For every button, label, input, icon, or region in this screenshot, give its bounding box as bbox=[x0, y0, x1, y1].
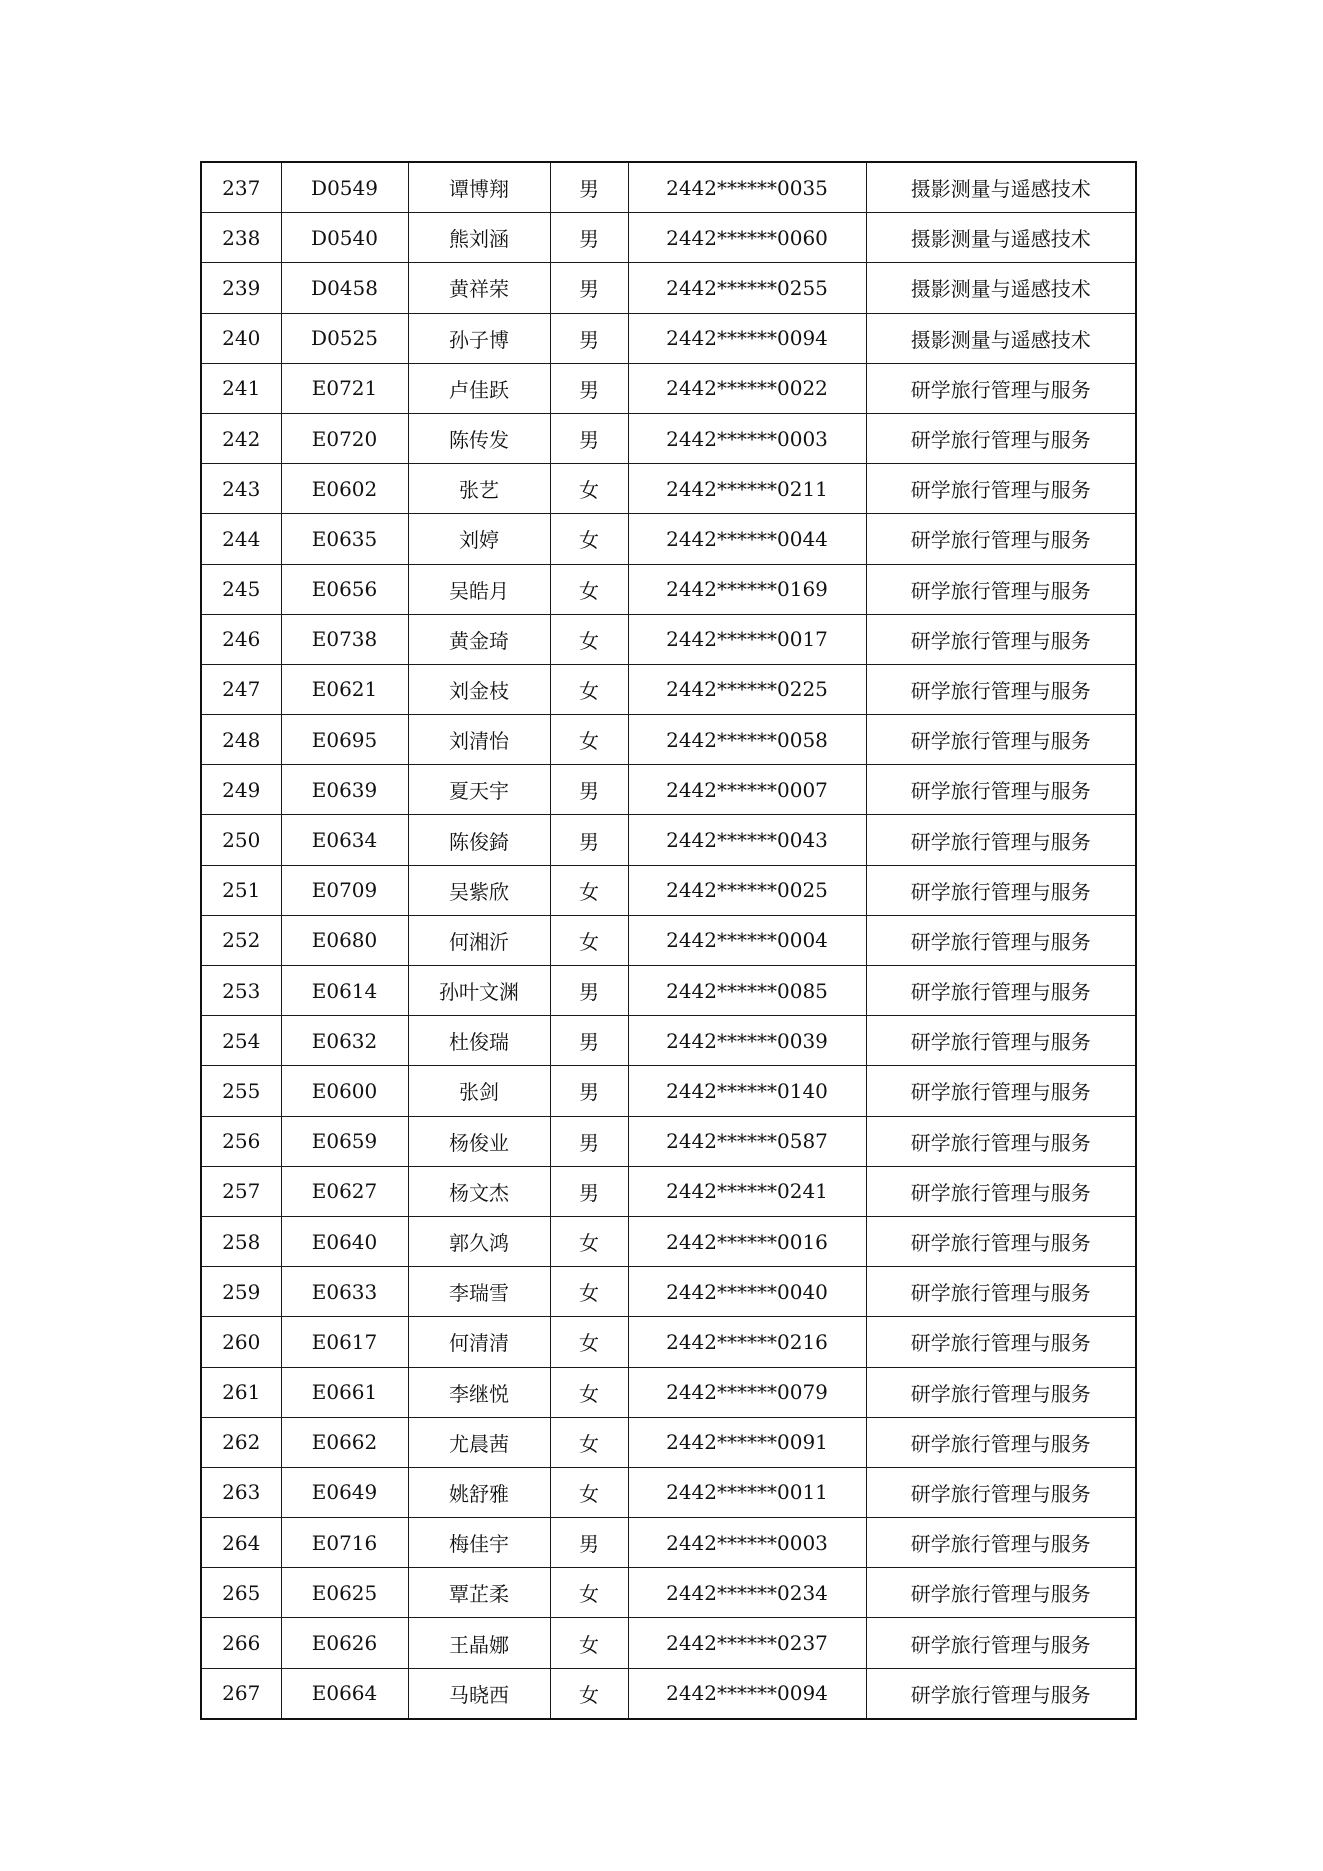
cell-major: 研学旅行管理与服务 bbox=[866, 1267, 1136, 1317]
cell-exam-number: E0617 bbox=[281, 1317, 408, 1367]
cell-student-name: 何清清 bbox=[408, 1317, 550, 1367]
cell-sequence-number: 243 bbox=[201, 464, 281, 514]
table-row bbox=[201, 564, 1136, 614]
cell-exam-number: E0614 bbox=[281, 966, 408, 1016]
cell-exam-number: E0659 bbox=[281, 1116, 408, 1166]
cell-sequence-number: 244 bbox=[201, 514, 281, 564]
cell-gender: 男 bbox=[550, 363, 628, 413]
cell-sequence-number: 241 bbox=[201, 363, 281, 413]
cell-major: 研学旅行管理与服务 bbox=[866, 363, 1136, 413]
cell-sequence-number: 258 bbox=[201, 1216, 281, 1266]
cell-student-name: 谭博翔 bbox=[408, 162, 550, 213]
cell-sequence-number: 252 bbox=[201, 915, 281, 965]
cell-gender: 女 bbox=[550, 564, 628, 614]
cell-exam-number: D0549 bbox=[281, 162, 408, 213]
cell-exam-number: E0632 bbox=[281, 1016, 408, 1066]
cell-sequence-number: 256 bbox=[201, 1116, 281, 1166]
cell-id-number: 2442******0017 bbox=[628, 614, 866, 664]
student-roster-table bbox=[200, 161, 1137, 1720]
cell-gender: 女 bbox=[550, 1618, 628, 1668]
cell-sequence-number: 267 bbox=[201, 1668, 281, 1719]
cell-student-name: 黄金琦 bbox=[408, 614, 550, 664]
table-row bbox=[201, 1367, 1136, 1417]
cell-student-name: 刘清怡 bbox=[408, 715, 550, 765]
cell-exam-number: E0662 bbox=[281, 1417, 408, 1467]
cell-id-number: 2442******0079 bbox=[628, 1367, 866, 1417]
cell-major: 研学旅行管理与服务 bbox=[866, 966, 1136, 1016]
cell-id-number: 2442******0039 bbox=[628, 1016, 866, 1066]
cell-id-number: 2442******0003 bbox=[628, 413, 866, 463]
cell-major: 摄影测量与遥感技术 bbox=[866, 313, 1136, 363]
cell-student-name: 熊刘涵 bbox=[408, 213, 550, 263]
cell-gender: 女 bbox=[550, 1568, 628, 1618]
cell-major: 研学旅行管理与服务 bbox=[866, 1016, 1136, 1066]
table-row bbox=[201, 464, 1136, 514]
cell-major: 研学旅行管理与服务 bbox=[866, 1216, 1136, 1266]
cell-id-number: 2442******0025 bbox=[628, 865, 866, 915]
cell-id-number: 2442******0060 bbox=[628, 213, 866, 263]
table-row bbox=[201, 915, 1136, 965]
cell-student-name: 张剑 bbox=[408, 1066, 550, 1116]
cell-id-number: 2442******0085 bbox=[628, 966, 866, 1016]
table-row bbox=[201, 413, 1136, 463]
table-row bbox=[201, 1618, 1136, 1668]
table-row bbox=[201, 263, 1136, 313]
cell-id-number: 2442******0169 bbox=[628, 564, 866, 614]
cell-gender: 女 bbox=[550, 514, 628, 564]
cell-sequence-number: 266 bbox=[201, 1618, 281, 1668]
cell-student-name: 李继悦 bbox=[408, 1367, 550, 1417]
roster-body bbox=[201, 162, 1136, 1719]
cell-gender: 女 bbox=[550, 614, 628, 664]
cell-student-name: 陈俊錡 bbox=[408, 815, 550, 865]
cell-student-name: 马晓西 bbox=[408, 1668, 550, 1719]
table-row bbox=[201, 966, 1136, 1016]
cell-sequence-number: 247 bbox=[201, 664, 281, 714]
cell-sequence-number: 255 bbox=[201, 1066, 281, 1116]
cell-student-name: 吴紫欣 bbox=[408, 865, 550, 915]
cell-gender: 女 bbox=[550, 1267, 628, 1317]
cell-sequence-number: 238 bbox=[201, 213, 281, 263]
cell-exam-number: E0716 bbox=[281, 1518, 408, 1568]
cell-exam-number: E0649 bbox=[281, 1467, 408, 1517]
table-row bbox=[201, 1116, 1136, 1166]
cell-exam-number: D0540 bbox=[281, 213, 408, 263]
cell-student-name: 姚舒雅 bbox=[408, 1467, 550, 1517]
cell-exam-number: E0680 bbox=[281, 915, 408, 965]
cell-student-name: 杨文杰 bbox=[408, 1166, 550, 1216]
table-row bbox=[201, 514, 1136, 564]
cell-id-number: 2442******0004 bbox=[628, 915, 866, 965]
cell-id-number: 2442******0003 bbox=[628, 1518, 866, 1568]
table-row bbox=[201, 313, 1136, 363]
cell-id-number: 2442******0044 bbox=[628, 514, 866, 564]
cell-major: 研学旅行管理与服务 bbox=[866, 1367, 1136, 1417]
cell-sequence-number: 239 bbox=[201, 263, 281, 313]
cell-major: 研学旅行管理与服务 bbox=[866, 664, 1136, 714]
cell-exam-number: E0639 bbox=[281, 765, 408, 815]
table-row bbox=[201, 1467, 1136, 1517]
cell-major: 研学旅行管理与服务 bbox=[866, 1166, 1136, 1216]
cell-major: 研学旅行管理与服务 bbox=[866, 765, 1136, 815]
cell-major: 研学旅行管理与服务 bbox=[866, 413, 1136, 463]
cell-id-number: 2442******0094 bbox=[628, 1668, 866, 1719]
cell-student-name: 王晶娜 bbox=[408, 1618, 550, 1668]
cell-student-name: 刘婷 bbox=[408, 514, 550, 564]
cell-major: 研学旅行管理与服务 bbox=[866, 1066, 1136, 1116]
cell-sequence-number: 245 bbox=[201, 564, 281, 614]
cell-student-name: 夏天宇 bbox=[408, 765, 550, 815]
cell-exam-number: E0661 bbox=[281, 1367, 408, 1417]
cell-sequence-number: 257 bbox=[201, 1166, 281, 1216]
cell-student-name: 黄祥荣 bbox=[408, 263, 550, 313]
cell-student-name: 梅佳宇 bbox=[408, 1518, 550, 1568]
cell-exam-number: E0600 bbox=[281, 1066, 408, 1116]
cell-gender: 男 bbox=[550, 1016, 628, 1066]
cell-exam-number: E0635 bbox=[281, 514, 408, 564]
cell-exam-number: E0626 bbox=[281, 1618, 408, 1668]
table-row bbox=[201, 1267, 1136, 1317]
cell-sequence-number: 259 bbox=[201, 1267, 281, 1317]
cell-gender: 女 bbox=[550, 915, 628, 965]
cell-id-number: 2442******0091 bbox=[628, 1417, 866, 1467]
cell-gender: 女 bbox=[550, 1367, 628, 1417]
cell-student-name: 何湘沂 bbox=[408, 915, 550, 965]
cell-exam-number: E0721 bbox=[281, 363, 408, 413]
cell-sequence-number: 237 bbox=[201, 162, 281, 213]
cell-major: 研学旅行管理与服务 bbox=[866, 915, 1136, 965]
cell-sequence-number: 262 bbox=[201, 1417, 281, 1467]
cell-student-name: 陈传发 bbox=[408, 413, 550, 463]
table-row bbox=[201, 162, 1136, 213]
cell-id-number: 2442******0225 bbox=[628, 664, 866, 714]
cell-id-number: 2442******0040 bbox=[628, 1267, 866, 1317]
cell-id-number: 2442******0234 bbox=[628, 1568, 866, 1618]
cell-major: 摄影测量与遥感技术 bbox=[866, 263, 1136, 313]
cell-major: 研学旅行管理与服务 bbox=[866, 1568, 1136, 1618]
cell-gender: 男 bbox=[550, 1116, 628, 1166]
cell-student-name: 孙子博 bbox=[408, 313, 550, 363]
table-row bbox=[201, 614, 1136, 664]
cell-gender: 男 bbox=[550, 765, 628, 815]
cell-sequence-number: 248 bbox=[201, 715, 281, 765]
cell-exam-number: E0664 bbox=[281, 1668, 408, 1719]
cell-sequence-number: 250 bbox=[201, 815, 281, 865]
cell-gender: 女 bbox=[550, 1317, 628, 1367]
cell-major: 研学旅行管理与服务 bbox=[866, 1618, 1136, 1668]
cell-major: 研学旅行管理与服务 bbox=[866, 865, 1136, 915]
cell-gender: 女 bbox=[550, 865, 628, 915]
table-row bbox=[201, 1317, 1136, 1367]
cell-student-name: 刘金枝 bbox=[408, 664, 550, 714]
cell-gender: 男 bbox=[550, 213, 628, 263]
cell-student-name: 李瑞雪 bbox=[408, 1267, 550, 1317]
cell-sequence-number: 263 bbox=[201, 1467, 281, 1517]
cell-exam-number: D0458 bbox=[281, 263, 408, 313]
cell-gender: 男 bbox=[550, 313, 628, 363]
cell-gender: 女 bbox=[550, 464, 628, 514]
cell-major: 研学旅行管理与服务 bbox=[866, 1518, 1136, 1568]
cell-student-name: 吴皓月 bbox=[408, 564, 550, 614]
cell-major: 研学旅行管理与服务 bbox=[866, 1467, 1136, 1517]
cell-sequence-number: 254 bbox=[201, 1016, 281, 1066]
table-row bbox=[201, 1568, 1136, 1618]
cell-gender: 男 bbox=[550, 263, 628, 313]
cell-id-number: 2442******0216 bbox=[628, 1317, 866, 1367]
cell-exam-number: E0720 bbox=[281, 413, 408, 463]
cell-student-name: 杜俊瑞 bbox=[408, 1016, 550, 1066]
cell-gender: 男 bbox=[550, 162, 628, 213]
cell-sequence-number: 253 bbox=[201, 966, 281, 1016]
cell-major: 研学旅行管理与服务 bbox=[866, 614, 1136, 664]
cell-sequence-number: 249 bbox=[201, 765, 281, 815]
table-row bbox=[201, 1066, 1136, 1116]
cell-gender: 男 bbox=[550, 413, 628, 463]
cell-gender: 女 bbox=[550, 1417, 628, 1467]
table-row bbox=[201, 1016, 1136, 1066]
cell-sequence-number: 264 bbox=[201, 1518, 281, 1568]
table-row bbox=[201, 363, 1136, 413]
cell-id-number: 2442******0016 bbox=[628, 1216, 866, 1266]
cell-major: 研学旅行管理与服务 bbox=[866, 815, 1136, 865]
cell-id-number: 2442******0237 bbox=[628, 1618, 866, 1668]
cell-exam-number: E0695 bbox=[281, 715, 408, 765]
cell-exam-number: E0634 bbox=[281, 815, 408, 865]
cell-id-number: 2442******0241 bbox=[628, 1166, 866, 1216]
cell-id-number: 2442******0043 bbox=[628, 815, 866, 865]
cell-major: 研学旅行管理与服务 bbox=[866, 564, 1136, 614]
cell-exam-number: E0621 bbox=[281, 664, 408, 714]
cell-exam-number: E0656 bbox=[281, 564, 408, 614]
document-page bbox=[200, 161, 1137, 1720]
cell-id-number: 2442******0058 bbox=[628, 715, 866, 765]
cell-sequence-number: 242 bbox=[201, 413, 281, 463]
table-row bbox=[201, 1417, 1136, 1467]
table-row bbox=[201, 765, 1136, 815]
cell-major: 研学旅行管理与服务 bbox=[866, 1317, 1136, 1367]
cell-gender: 男 bbox=[550, 1066, 628, 1116]
table-row bbox=[201, 1166, 1136, 1216]
cell-gender: 女 bbox=[550, 715, 628, 765]
cell-exam-number: E0709 bbox=[281, 865, 408, 915]
cell-id-number: 2442******0035 bbox=[628, 162, 866, 213]
table-row bbox=[201, 815, 1136, 865]
cell-gender: 男 bbox=[550, 966, 628, 1016]
cell-id-number: 2442******0255 bbox=[628, 263, 866, 313]
cell-sequence-number: 260 bbox=[201, 1317, 281, 1367]
cell-gender: 女 bbox=[550, 664, 628, 714]
table-row bbox=[201, 664, 1136, 714]
cell-exam-number: D0525 bbox=[281, 313, 408, 363]
cell-major: 摄影测量与遥感技术 bbox=[866, 162, 1136, 213]
cell-major: 研学旅行管理与服务 bbox=[866, 1116, 1136, 1166]
cell-student-name: 郭久鸿 bbox=[408, 1216, 550, 1266]
cell-student-name: 杨俊业 bbox=[408, 1116, 550, 1166]
cell-id-number: 2442******0094 bbox=[628, 313, 866, 363]
cell-id-number: 2442******0140 bbox=[628, 1066, 866, 1116]
cell-gender: 男 bbox=[550, 1518, 628, 1568]
cell-sequence-number: 261 bbox=[201, 1367, 281, 1417]
cell-major: 研学旅行管理与服务 bbox=[866, 715, 1136, 765]
cell-major: 摄影测量与遥感技术 bbox=[866, 213, 1136, 263]
cell-major: 研学旅行管理与服务 bbox=[866, 1668, 1136, 1719]
cell-exam-number: E0625 bbox=[281, 1568, 408, 1618]
cell-id-number: 2442******0022 bbox=[628, 363, 866, 413]
cell-student-name: 张艺 bbox=[408, 464, 550, 514]
cell-major: 研学旅行管理与服务 bbox=[866, 464, 1136, 514]
cell-sequence-number: 240 bbox=[201, 313, 281, 363]
cell-id-number: 2442******0211 bbox=[628, 464, 866, 514]
cell-exam-number: E0627 bbox=[281, 1166, 408, 1216]
table-row bbox=[201, 1518, 1136, 1568]
cell-exam-number: E0633 bbox=[281, 1267, 408, 1317]
cell-id-number: 2442******0587 bbox=[628, 1116, 866, 1166]
cell-exam-number: E0640 bbox=[281, 1216, 408, 1266]
cell-major: 研学旅行管理与服务 bbox=[866, 514, 1136, 564]
cell-sequence-number: 265 bbox=[201, 1568, 281, 1618]
table-row bbox=[201, 715, 1136, 765]
cell-exam-number: E0738 bbox=[281, 614, 408, 664]
cell-id-number: 2442******0007 bbox=[628, 765, 866, 815]
table-row bbox=[201, 1668, 1136, 1719]
cell-sequence-number: 251 bbox=[201, 865, 281, 915]
cell-student-name: 尤晨茜 bbox=[408, 1417, 550, 1467]
cell-major: 研学旅行管理与服务 bbox=[866, 1417, 1136, 1467]
cell-exam-number: E0602 bbox=[281, 464, 408, 514]
cell-student-name: 孙叶文渊 bbox=[408, 966, 550, 1016]
cell-gender: 男 bbox=[550, 815, 628, 865]
cell-student-name: 覃芷柔 bbox=[408, 1568, 550, 1618]
cell-gender: 女 bbox=[550, 1668, 628, 1719]
cell-gender: 男 bbox=[550, 1166, 628, 1216]
table-row bbox=[201, 1216, 1136, 1266]
cell-id-number: 2442******0011 bbox=[628, 1467, 866, 1517]
cell-gender: 女 bbox=[550, 1467, 628, 1517]
cell-gender: 女 bbox=[550, 1216, 628, 1266]
cell-student-name: 卢佳跃 bbox=[408, 363, 550, 413]
table-row bbox=[201, 865, 1136, 915]
cell-sequence-number: 246 bbox=[201, 614, 281, 664]
table-row bbox=[201, 213, 1136, 263]
